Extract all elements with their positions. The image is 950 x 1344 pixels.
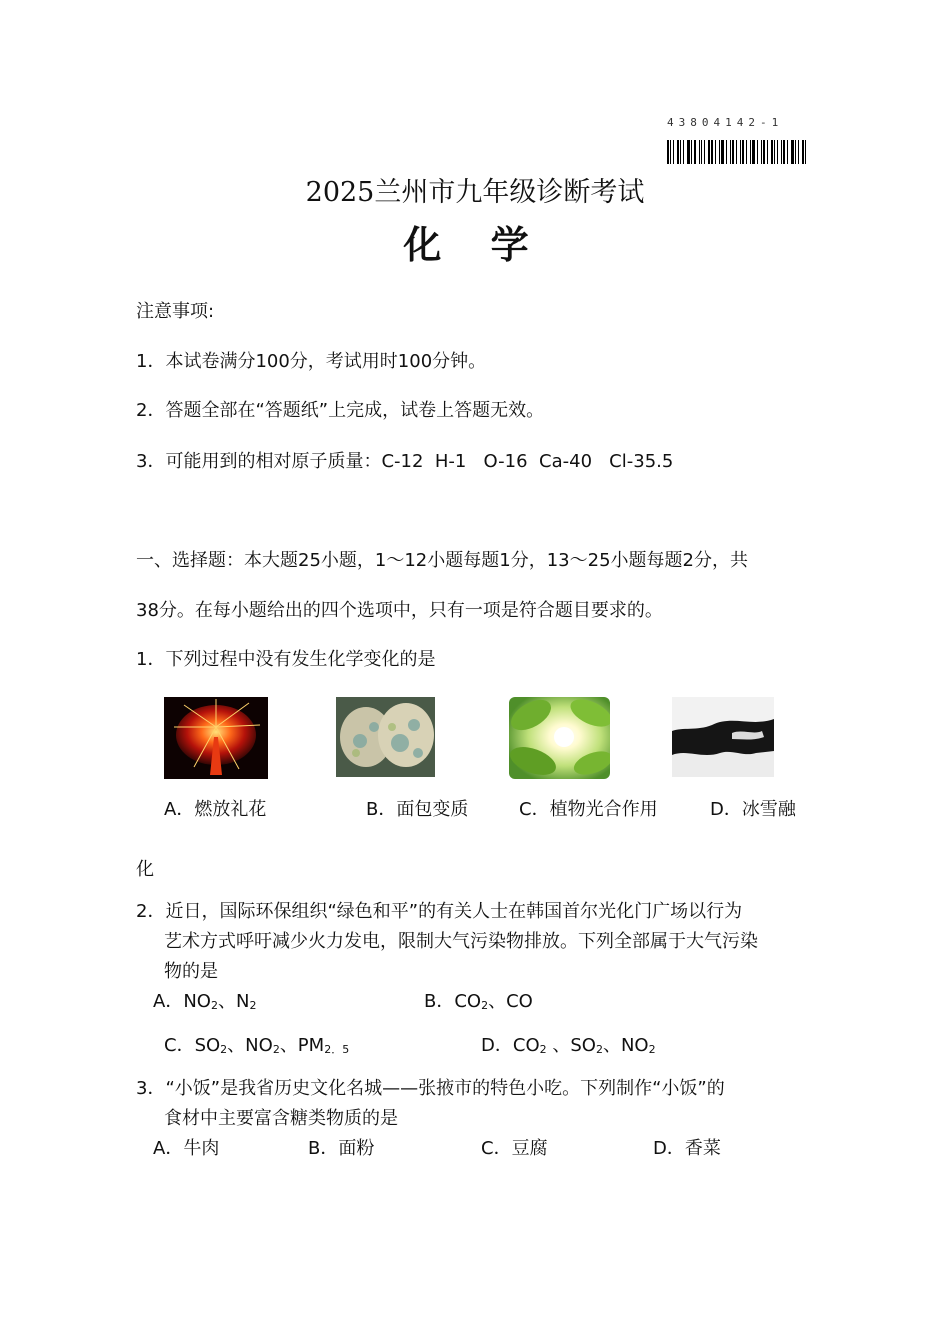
q1-option-b: B．面包变质 xyxy=(366,799,469,820)
barcode-bar xyxy=(746,140,747,164)
barcode-bar xyxy=(732,140,734,164)
barcode-bar xyxy=(680,140,681,164)
barcode-bar xyxy=(691,140,692,164)
q3-option-b: B．面粉 xyxy=(308,1138,375,1159)
notice-item: 2．答题全部在“答题纸”上完成，试卷上答题无效。 xyxy=(136,400,545,421)
barcode-bar xyxy=(673,140,674,164)
barcode-bar xyxy=(704,140,705,164)
barcode xyxy=(667,140,808,164)
notice-item: 3．可能用到的相对原子质量：C-12 H-1 O-16 Ca-40 Cl-35.5 xyxy=(136,451,674,472)
barcode-bar xyxy=(670,140,671,164)
q1-option-d-wrap: 化 xyxy=(136,859,154,880)
q3-option-d: D．香菜 xyxy=(653,1138,721,1159)
exam-title: 2025兰州市九年级诊断考试 xyxy=(305,177,645,208)
barcode-bar xyxy=(736,140,737,164)
barcode-bar xyxy=(740,140,741,164)
question-1-stem: 1．下列过程中没有发生化学变化的是 xyxy=(136,649,436,670)
exam-code: 43804142-1 xyxy=(667,116,784,129)
q1-option-a: A．燃放礼花 xyxy=(164,799,267,820)
notice-heading: 注意事项: xyxy=(136,301,215,322)
barcode-bar xyxy=(699,140,700,164)
barcode-bar xyxy=(677,140,679,164)
barcode-bar xyxy=(719,140,720,164)
barcode-bar xyxy=(798,140,799,164)
barcode-bar xyxy=(767,140,768,164)
barcode-bar xyxy=(771,140,773,164)
q2-option-c: C．$SO_2$、$NO_2$、$PM_{2.5}$ xyxy=(164,1035,350,1056)
melting-snow-image xyxy=(672,697,774,777)
q1-option-d: D．冰雪融 xyxy=(710,799,796,820)
sunlit-leaves-image xyxy=(509,697,610,779)
barcode-bar xyxy=(777,140,778,164)
barcode-bar xyxy=(694,140,696,164)
subject-title: 化 学 xyxy=(403,223,547,267)
barcode-bar xyxy=(683,140,684,164)
barcode-bar xyxy=(761,140,762,164)
barcode-bar xyxy=(715,140,716,164)
section-instructions: 一、选择题：本大题25小题，1～12小题每题1分，13～25小题每题2分，共 xyxy=(136,550,748,571)
q1-option-c: C．植物光合作用 xyxy=(519,799,658,820)
barcode-bar xyxy=(774,140,775,164)
barcode-bar xyxy=(730,140,731,164)
barcode-bar xyxy=(763,140,765,164)
barcode-bar xyxy=(781,140,782,164)
q2-option-a: A．$NO_2$、$N_2$ xyxy=(153,991,257,1012)
barcode-bar xyxy=(708,140,710,164)
question-2-stem: 2．近日，国际环保组织“绿色和平”的有关人士在韩国首尔光化门广场以行为 xyxy=(136,901,743,922)
barcode-bar xyxy=(805,140,806,164)
notice-item: 1．本试卷满分100分，考试用时100分钟。 xyxy=(136,351,487,372)
barcode-bar xyxy=(701,140,702,164)
q3-option-a: A．牛肉 xyxy=(153,1138,220,1159)
barcode-bar xyxy=(795,140,796,164)
barcode-bar xyxy=(791,140,794,164)
barcode-bar xyxy=(750,140,751,164)
barcode-bar xyxy=(757,140,758,164)
question-2-stem: 艺术方式呼吁减少火力发电，限制大气污染物排放。下列全部属于大气污染 xyxy=(164,931,758,952)
question-3-stem: 3．“小饭”是我省历史文化名城——张掖市的特色小吃。下列制作“小饭”的 xyxy=(136,1078,725,1099)
barcode-bar xyxy=(802,140,804,164)
barcode-bar xyxy=(783,140,785,164)
question-2-stem: 物的是 xyxy=(164,961,218,982)
barcode-bar xyxy=(787,140,788,164)
barcode-bar xyxy=(752,140,755,164)
q2-option-b: B．$CO_2$、CO xyxy=(424,991,533,1012)
barcode-bar xyxy=(726,140,727,164)
section-instructions: 38分。在每小题给出的四个选项中，只有一项是符合题目要求的。 xyxy=(136,600,663,621)
fireworks-image xyxy=(164,697,268,779)
q3-option-c: C．豆腐 xyxy=(481,1138,548,1159)
q2-option-d: D．$CO_2$ 、$SO_2$、$NO_2$ xyxy=(481,1035,656,1056)
question-3-stem: 食材中主要富含糖类物质的是 xyxy=(164,1108,398,1129)
moldy-bread-image xyxy=(336,697,435,777)
barcode-bar xyxy=(667,140,669,164)
barcode-bar xyxy=(687,140,690,164)
barcode-bar xyxy=(711,140,713,164)
barcode-bar xyxy=(742,140,744,164)
barcode-bar xyxy=(721,140,724,164)
